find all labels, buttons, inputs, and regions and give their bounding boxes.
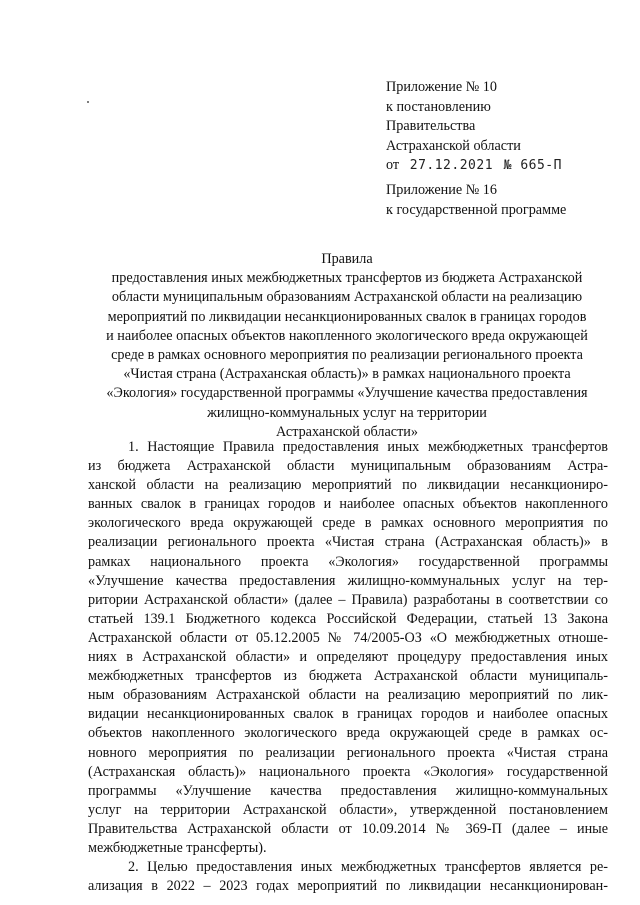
- paragraph-line: (Астраханская область)» национального проекта «Экология» государственной: [88, 763, 608, 780]
- scan-speck: [87, 101, 89, 103]
- paragraph-line: ализация в 2022 – 2023 годах мероприятий по ликвидации несанкционирован-: [88, 878, 608, 895]
- title-line: Астраханской области»: [276, 423, 418, 440]
- date-stamp: 27.12.2021: [409, 158, 494, 173]
- appendix-16-line: к государственной программе: [386, 201, 567, 218]
- paragraph-line: межбюджетных трансфертов из бюджета Астраханской области муниципаль-: [88, 668, 608, 685]
- paragraph-line: объектов накопленного экологического вреда окружающей среде в рамках ос-: [88, 725, 608, 742]
- paragraph-line: Правительства Астраханской области от 10.09.2014 № 369-П (далее – иные: [88, 820, 608, 837]
- paragraph-line: межбюджетные трансферты).: [88, 839, 267, 856]
- paragraph-line: статьей 139.1 Бюджетного кодекса Российской Федерации, статьей 13 Закона: [88, 610, 608, 627]
- paragraph-line: реализации регионального проекта «Чистая страна (Астраханская область)» в: [88, 534, 608, 551]
- paragraph-line: экологического вреда окружающей среде в рамках основного мероприятия по: [88, 515, 608, 532]
- appendix-16-block: [386, 181, 626, 220]
- paragraph-line: программы «Улучшение качества предоставления жилищно-коммунальных: [88, 782, 608, 799]
- title-line: «Экология» государственной программы «Улучшение качества предоставления: [106, 385, 588, 402]
- paragraph-line: 1. Настоящие Правила предоставления иных межбюджетных трансфертов: [128, 439, 608, 455]
- title-line: «Чистая страна (Астраханская область)» в рамках национального проекта: [123, 366, 571, 383]
- appendix-10-line: к постановлению: [386, 98, 491, 115]
- paragraph-line: ванных свалок в границах городов и наиболее опасных объектов накопленного: [88, 496, 608, 513]
- appendix-10-line: Правительства: [386, 118, 476, 134]
- title-line: среде в рамках основного мероприятия по реализации регионального проекта: [111, 347, 583, 364]
- paragraph-line: 2. Целью предоставления иных межбюджетных трансфертов является ре-: [128, 859, 608, 876]
- title-line: мероприятий по ликвидации несанкционированных свалок в границах городов: [107, 308, 587, 325]
- document-title: [78, 250, 616, 442]
- date-prefix: от: [386, 157, 400, 173]
- title-line: и наиболее опасных объектов накопленного экологического вреда окружающей: [106, 327, 588, 344]
- paragraph-line: из бюджета Астраханской области муниципальным образованиям Астра-: [88, 458, 608, 475]
- number-stamp: № 665-П: [503, 158, 562, 173]
- paragraph-line: ным образованиям Астраханской области на реализацию мероприятий по лик-: [88, 687, 608, 704]
- title-line: области муниципальным образованиям Астраханской области на реализацию: [111, 289, 583, 306]
- appendix-10-block: [386, 78, 626, 176]
- paragraph-line: новного мероприятия по реализации регионального проекта «Чистая страна: [88, 744, 608, 761]
- paragraph-line: услуг на территории Астраханской области», утвержденной постановлением: [88, 801, 608, 818]
- paragraph-line: ханской области на реализацию мероприятий по ликвидации несанкциониро-: [88, 477, 608, 494]
- appendix-10-line: Приложение № 10: [386, 79, 497, 95]
- paragraph-line: Астраханской области от 05.12.2005 № 74/2005-ОЗ «О межбюджетных отноше-: [88, 629, 608, 646]
- title-heading: Правила: [321, 251, 373, 267]
- appendix-16-line: Приложение № 16: [386, 182, 497, 198]
- title-line: предоставления иных межбюджетных трансфертов из бюджета Астраханской: [111, 270, 583, 287]
- paragraph-line: ниях в Астраханской области» и определяют процедуру предоставления иных: [88, 649, 608, 666]
- paragraph-line: «Улучшение качества предоставления жилищно-коммунальных услуг на тер-: [88, 572, 608, 589]
- paragraph-line: рамках национального проекта «Экология» государственной программы: [88, 553, 608, 570]
- body-text: [88, 438, 608, 896]
- title-line: жилищно-коммунальных услуг на территории: [207, 404, 487, 421]
- paragraph-line: видации несанкционированных свалок в границах городов и наиболее опасных: [88, 706, 608, 723]
- appendix-10-line: Астраханской области: [386, 137, 521, 154]
- appendix-10-date-line: [386, 156, 626, 176]
- paragraph-line: ритории Астраханской области» (далее – Правила) разработаны в соответствии со: [88, 591, 608, 608]
- paragraph-1: [88, 438, 608, 858]
- paragraph-2: [88, 858, 608, 896]
